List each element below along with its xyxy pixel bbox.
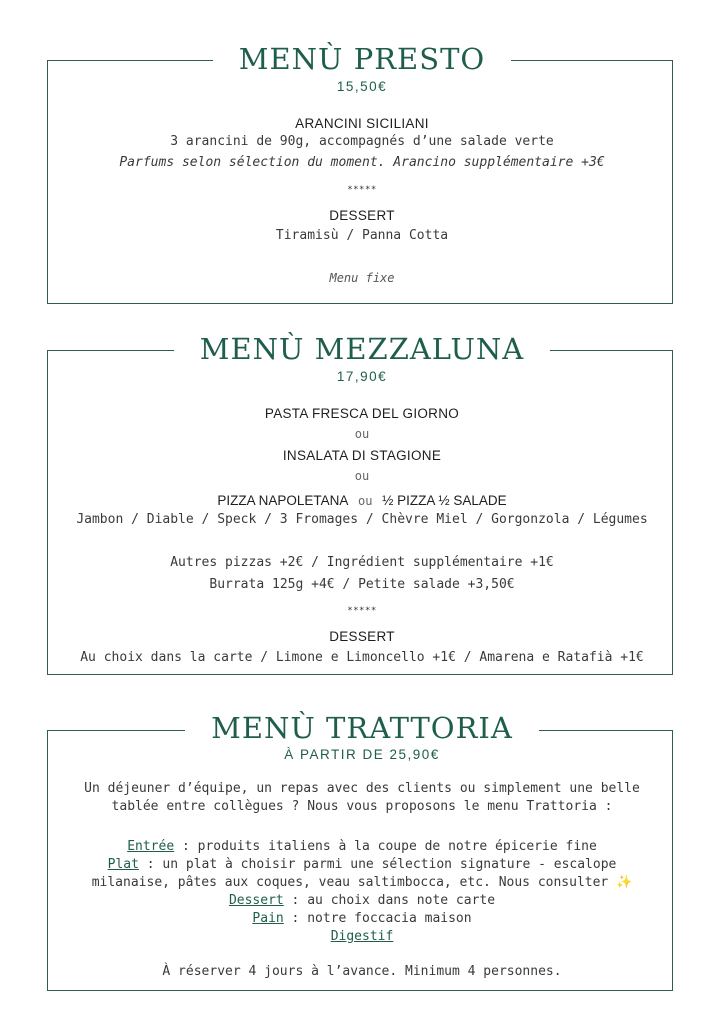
- mezzaluna-option-pasta: PASTA FRESCA DEL GIORNO: [264, 406, 460, 421]
- menu-mezzaluna-title: MENÙ MEZZALUNA: [0, 335, 724, 364]
- presto-separator: *****: [347, 185, 377, 195]
- entree-label: Entrée: [127, 839, 175, 854]
- mezzaluna-dessert-desc: Au choix dans la carte / Limone e Limoncello +1€ / Amarena e Ratafià +1€: [80, 650, 644, 665]
- menu-mezzaluna-price: 17,90€: [336, 369, 388, 384]
- mezzaluna-option-insalata: INSALATA DI STAGIONE: [282, 448, 442, 463]
- mezzaluna-pizza-list: Jambon / Diable / Speck / 3 Fromages / Chèvre Miel / Gorgonzola / Légumes: [76, 512, 648, 527]
- pain-text: : notre foccacia maison: [283, 911, 472, 926]
- presto-item-title: ARANCINI SICILIANI: [295, 116, 429, 131]
- mezzaluna-dessert-title: DESSERT: [329, 629, 395, 644]
- trattoria-pain: [0, 911, 724, 926]
- trattoria-intro-2: tablée entre collègues ? Nous vous proposons le menu Trattoria :: [111, 799, 613, 814]
- dessert-label: Dessert: [228, 893, 284, 908]
- trattoria-plat-continued: [0, 875, 724, 890]
- sparkles-icon: ✨: [616, 875, 633, 890]
- mezzaluna-extras-1: Autres pizzas +2€ / Ingrédient supplémentaire +1€: [170, 555, 554, 570]
- pain-label: Pain: [252, 911, 284, 926]
- mezzaluna-or-1: ou: [354, 427, 370, 441]
- menu-presto-title: MENÙ PRESTO: [0, 45, 724, 74]
- entree-text: : produits italiens à la coupe de notre épicerie fine: [174, 839, 597, 854]
- plat-label: Plat: [107, 857, 139, 872]
- trattoria-footer: À réserver 4 jours à l’avance. Minimum 4 personnes.: [162, 964, 562, 979]
- menu-presto-box: [47, 60, 673, 304]
- trattoria-intro-1: Un déjeuner d’équipe, un repas avec des clients ou simplement une belle: [84, 781, 640, 796]
- menu-presto-price: 15,50€: [336, 79, 388, 94]
- presto-item-note: Parfums selon sélection du moment. Arancino supplémentaire +3€: [119, 155, 605, 170]
- presto-footer: Menu fixe: [329, 271, 395, 285]
- trattoria-digestif: [0, 929, 724, 944]
- presto-item-desc: 3 arancini de 90g, accompagnés d’une salade verte: [170, 134, 554, 149]
- plat-text: : un plat à choisir parmi une sélection signature - escalope: [138, 857, 617, 872]
- trattoria-plat: [0, 857, 724, 872]
- pizza-napoletana-label: PIZZA NAPOLETANA: [217, 493, 349, 508]
- mezzaluna-extras-2: Burrata 125g +4€ / Petite salade +3,50€: [209, 577, 515, 592]
- plat-text-2: milanaise, pâtes aux coques, veau saltimbocca, etc. Nous consulter: [91, 875, 609, 890]
- presto-dessert-desc: Tiramisù / Panna Cotta: [275, 228, 449, 243]
- half-pizza-label: ½ PIZZA ½ SALADE: [382, 493, 507, 508]
- menu-trattoria-price: À PARTIR DE 25,90€: [284, 747, 440, 762]
- trattoria-entree: [0, 839, 724, 854]
- digestif-label: Digestif: [330, 929, 394, 944]
- menu-trattoria-title: MENÙ TRATTORIA: [0, 714, 724, 743]
- dessert-text: : au choix dans note carte: [283, 893, 496, 908]
- trattoria-dessert: [0, 893, 724, 908]
- presto-dessert-title: DESSERT: [329, 208, 395, 223]
- pizza-or: ou: [358, 494, 373, 508]
- mezzaluna-separator: *****: [347, 606, 377, 616]
- mezzaluna-option-pizza: [0, 490, 724, 509]
- mezzaluna-or-2: ou: [354, 469, 370, 483]
